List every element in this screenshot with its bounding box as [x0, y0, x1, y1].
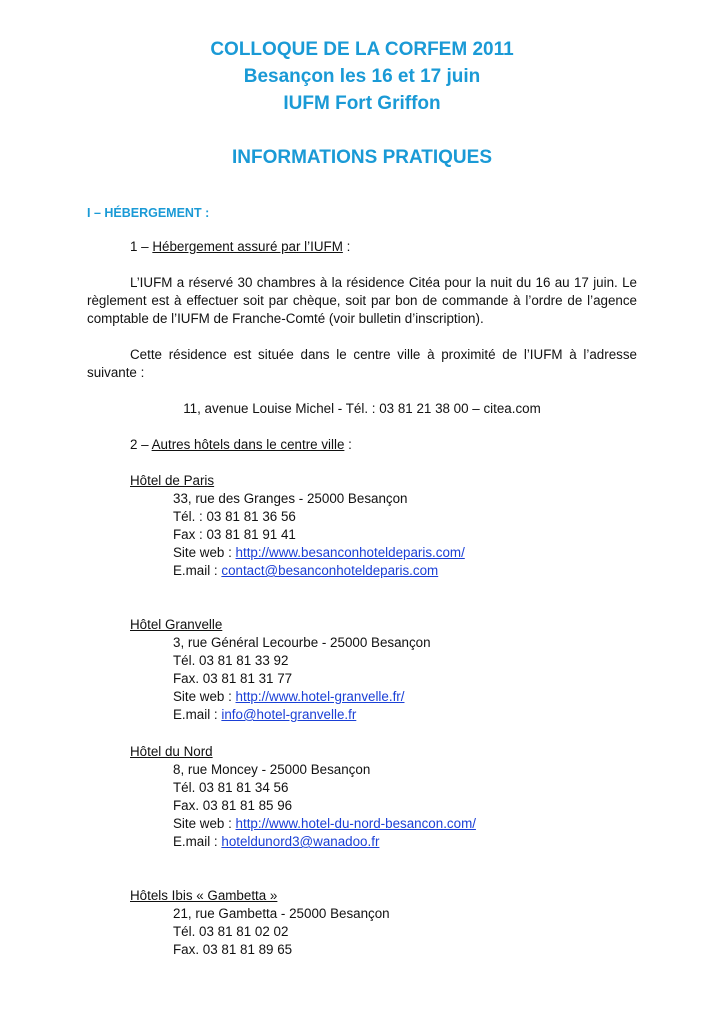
hotel-1-fax: Fax : 03 81 81 91 41 — [173, 527, 296, 542]
page-subtitle: INFORMATIONS PRATIQUES — [231, 147, 493, 168]
hotel-1-site-link[interactable]: http://www.besanconhoteldeparis.com/ — [235, 545, 465, 560]
hotel-2-address: 3, rue Général Lecourbe - 25000 Besançon — [173, 635, 431, 650]
hotel-1-tel: Tél. : 03 81 81 36 56 — [173, 509, 296, 524]
hotel-3-tel: Tél. 03 81 81 34 56 — [173, 780, 289, 795]
hotel-3-email-link[interactable]: hoteldunord3@wanadoo.fr — [221, 834, 380, 849]
hotel-2-email-row — [173, 706, 356, 724]
hotel-1-address: 33, rue des Granges - 25000 Besançon — [173, 491, 408, 506]
hotel-3-fax: Fax. 03 81 81 85 96 — [173, 798, 293, 813]
hotel-3-site-label: Site web : — [173, 816, 236, 831]
subsection-2-label: Autres hôtels dans le centre ville — [151, 437, 345, 452]
hotel-4-fax: Fax. 03 81 81 89 65 — [173, 942, 293, 957]
hotel-2-fax: Fax. 03 81 81 31 77 — [173, 671, 293, 686]
hotel-4-address: 21, rue Gambetta - 25000 Besançon — [173, 906, 390, 921]
title-line-2: Besançon les 16 et 17 juin — [243, 66, 481, 87]
hotel-3-address: 8, rue Moncey - 25000 Besançon — [173, 762, 371, 777]
subsection-1-label: Hébergement assuré par l’IUFM — [152, 239, 343, 254]
hotel-2-site-row — [173, 688, 404, 706]
title-block — [0, 36, 724, 117]
subsection-1-prefix: 1 – — [130, 239, 153, 254]
hotel-1-site-row — [173, 544, 465, 562]
hotel-3-email-label: E.mail : — [173, 834, 222, 849]
title-line-3: IUFM Fort Griffon — [283, 93, 441, 114]
section-heading-hebergement: I – HÉBERGEMENT : — [87, 206, 210, 220]
hotel-2-tel: Tél. 03 81 81 33 92 — [173, 653, 289, 668]
hotel-3-name: Hôtel du Nord — [130, 744, 213, 759]
subsection-2-suffix: : — [344, 437, 352, 452]
hotel-1-email-link[interactable]: contact@besanconhoteldeparis.com — [221, 563, 439, 578]
hotel-1-email-label: E.mail : — [173, 563, 222, 578]
hotel-3-site-link[interactable]: http://www.hotel-du-nord-besancon.com/ — [235, 816, 476, 831]
paragraph-1-line-3: comptable de l’IUFM de Franche-Comté (voir bulletin d’inscription). — [87, 311, 484, 326]
hotel-4-tel: Tél. 03 81 81 02 02 — [173, 924, 289, 939]
hotel-2-name: Hôtel Granvelle — [130, 617, 223, 632]
hotel-1-email-row — [173, 562, 438, 580]
residence-address: 11, avenue Louise Michel - Tél. : 03 81 21 38 00 – citea.com — [183, 401, 541, 416]
hotel-2-email-label: E.mail : — [173, 707, 222, 722]
title-line-1: COLLOQUE DE LA CORFEM 2011 — [210, 39, 514, 60]
hotel-2-email-link[interactable]: info@hotel-granvelle.fr — [221, 707, 357, 722]
paragraph-1-line-2: règlement est à effectuer soit par chèque, soit par bon de commande à l’ordre de l’agence — [87, 293, 637, 308]
hotel-1-name: Hôtel de Paris — [130, 473, 215, 488]
hotel-4-name: Hôtels Ibis « Gambetta » — [130, 888, 278, 903]
subsection-2-prefix: 2 – — [130, 437, 152, 452]
hotel-2-site-link[interactable]: http://www.hotel-granvelle.fr/ — [235, 689, 405, 704]
paragraph-1-line-1: L’IUFM a réservé 30 chambres à la résidence Citéa pour la nuit du 16 au 17 juin. Le — [130, 275, 637, 290]
paragraph-2-line-2: suivante : — [87, 365, 145, 380]
subsection-2-heading — [130, 436, 352, 454]
subsection-1-suffix: : — [342, 239, 351, 254]
hotel-3-email-row — [173, 833, 379, 851]
hotel-1-site-label: Site web : — [173, 545, 236, 560]
paragraph-2-line-1: Cette résidence est située dans le centre ville à proximité de l’IUFM à l’adresse — [130, 347, 637, 362]
subsection-1-heading — [130, 238, 350, 256]
hotel-3-site-row — [173, 815, 476, 833]
hotel-2-site-label: Site web : — [173, 689, 236, 704]
